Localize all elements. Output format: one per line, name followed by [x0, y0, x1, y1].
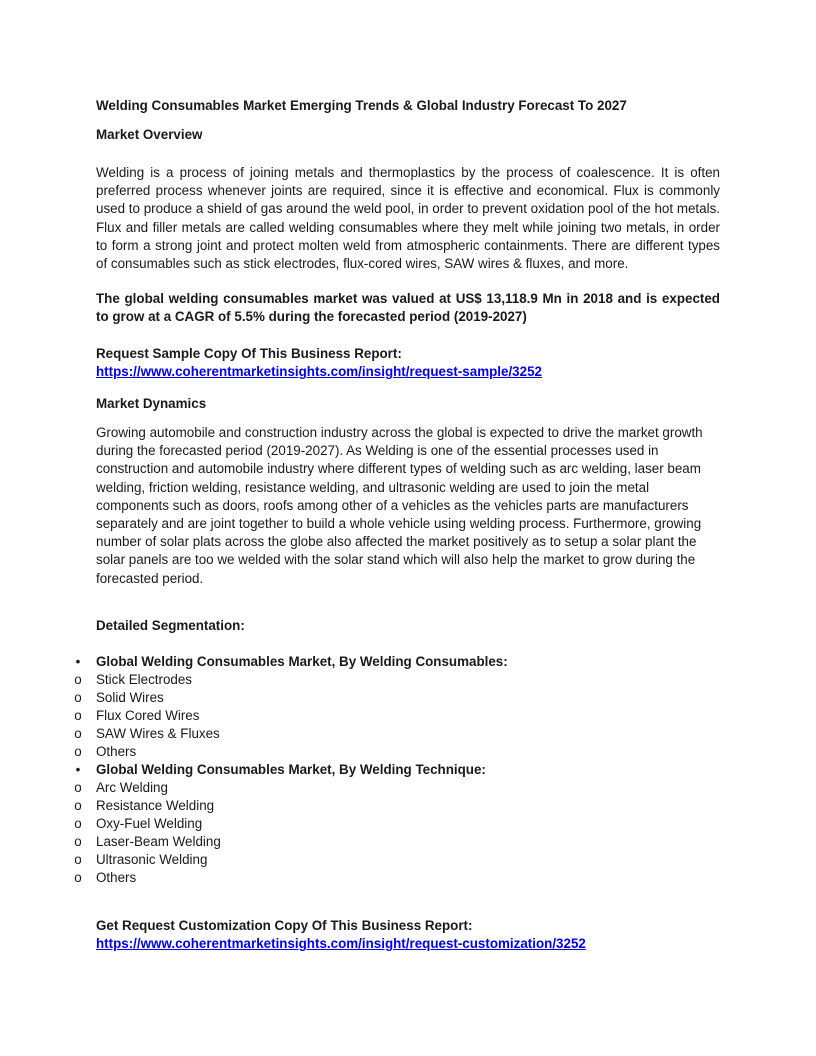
market-overview-heading: Market Overview	[96, 127, 203, 142]
document-title: Welding Consumables Market Emerging Trends & Global Industry Forecast To 2027	[96, 98, 627, 113]
segment-item: Laser-Beam Welding	[96, 834, 221, 849]
market-value-highlight: The global welding consumables market was valued at US$ 13,118.9 Mn in 2018 and is expected to grow at a CAGR of 5.5% during the forecasted period (2019-2027)	[96, 291, 720, 325]
segment-item: Solid Wires	[96, 690, 164, 705]
primary-bullet-icon: •	[75, 654, 81, 669]
segment-item: Oxy-Fuel Welding	[96, 816, 203, 831]
secondary-bullet-icon: o	[74, 672, 82, 687]
segment-item: Arc Welding	[96, 780, 168, 795]
secondary-bullet-icon: o	[74, 870, 82, 885]
secondary-bullet-icon: o	[74, 834, 82, 849]
segment-group-title: Global Welding Consumables Market, By Welding Technique:	[96, 762, 486, 777]
segmentation-heading: Detailed Segmentation:	[96, 618, 245, 633]
segment-item: Others	[96, 870, 137, 885]
segment-item: Resistance Welding	[96, 798, 215, 813]
secondary-bullet-icon: o	[74, 708, 82, 723]
secondary-bullet-icon: o	[74, 726, 82, 741]
customization-request-block	[96, 917, 720, 953]
market-overview-paragraph: Welding is a process of joining metals and thermoplastics by the process of coalescence. It is often preferred process whenever joints are required, since it is effective and economical. Flux is commonly used to produce a shield of gas around the weld pool, in order to prevent oxidation pool of the hot metals. Flux and filler metals are called welding consumables where they melt while joining two metals, in order to form a strong joint and protect molten weld from atmospheric containments. There are different types of consumables such as stick electrodes, flux-cored wires, SAW wires & fluxes, and more.	[96, 165, 720, 272]
segment-item: Flux Cored Wires	[96, 708, 200, 723]
customization-request-label: Get Request Customization Copy Of This Business Report:	[96, 918, 473, 933]
secondary-bullet-icon: o	[74, 816, 82, 831]
customization-request-link[interactable]: https://www.coherentmarketinsights.com/insight/request-customization/3252	[96, 936, 586, 952]
sample-request-link[interactable]: https://www.coherentmarketinsights.com/insight/request-sample/3252	[96, 364, 542, 380]
market-dynamics-paragraph: Growing automobile and construction industry across the global is expected to drive the market growth during the forecasted period (2019-2027). As Welding is one of the essential processes used in construction and automobile industry where different types of welding such as arc welding, laser beam welding, friction welding, resistance welding, and ultrasonic welding are used to join the metal components such as doors, roofs among other of a vehicles as the vehicles parts are manufacturers separately and are joint together to build a whole vehicle using welding process. Furthermore, growing number of solar plats across the globe also affected the market positively as to setup a solar plant the solar panels are too we welded with the solar stand which will also help the market to grow during the forecasted period.	[96, 425, 703, 586]
segment-item: Stick Electrodes	[96, 672, 193, 687]
segment-item: Ultrasonic Welding	[96, 852, 208, 867]
sample-request-label: Request Sample Copy Of This Business Report:	[96, 346, 402, 361]
market-dynamics-heading: Market Dynamics	[96, 396, 207, 411]
segment-item: SAW Wires & Fluxes	[96, 726, 220, 741]
secondary-bullet-icon: o	[74, 744, 82, 759]
secondary-bullet-icon: o	[74, 798, 82, 813]
primary-bullet-icon: •	[75, 762, 81, 777]
secondary-bullet-icon: o	[74, 690, 82, 705]
sample-request-block	[96, 345, 720, 381]
segment-group-title: Global Welding Consumables Market, By Welding Consumables:	[96, 654, 508, 669]
segment-item: Others	[96, 744, 137, 759]
secondary-bullet-icon: o	[74, 852, 82, 867]
secondary-bullet-icon: o	[74, 780, 82, 795]
